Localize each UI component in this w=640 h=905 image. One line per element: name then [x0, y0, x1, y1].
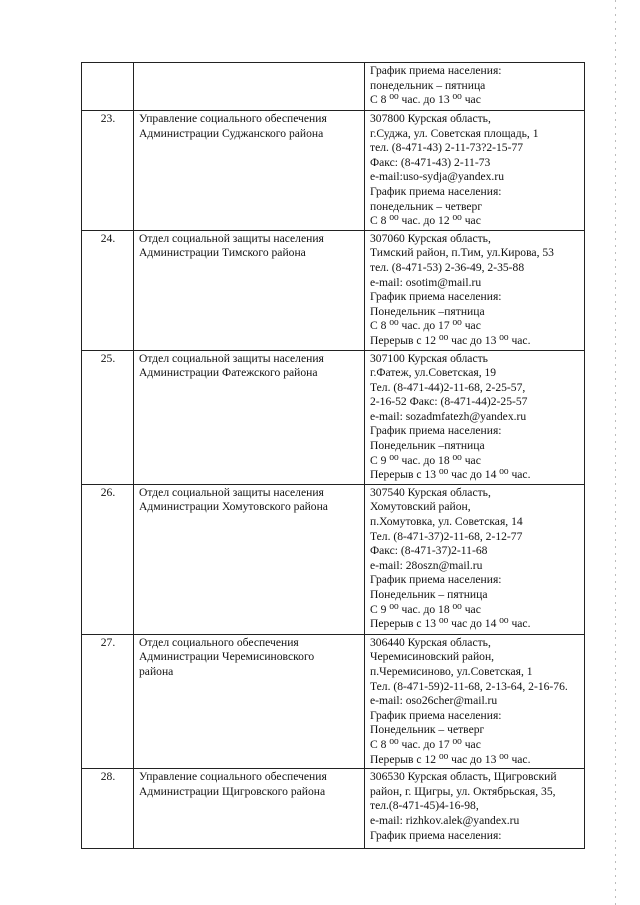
contact-info-line: тел.(8-471-45)4-16-98, — [370, 799, 479, 813]
row-number: 27. — [82, 634, 134, 768]
agency-name-cell — [134, 350, 365, 484]
contact-info-line: График приема населения: — [370, 828, 502, 842]
contact-info-line: С 9 ⁰⁰ час. до 18 ⁰⁰ час — [370, 453, 481, 467]
agency-name-line: Отдел социальной защиты населения — [139, 231, 324, 245]
contact-info-cell — [365, 769, 585, 849]
agency-name-line: Отдел социальной защиты населения — [139, 351, 324, 365]
contact-info-line: Черемисиновский район, — [370, 650, 495, 664]
contact-info-line: 307540 Курская область, — [370, 485, 491, 499]
contact-info-line: Перерыв с 13 ⁰⁰ час до 14 ⁰⁰ час. — [370, 468, 531, 482]
contact-info-line: С 8 ⁰⁰ час. до 12 ⁰⁰ час — [370, 214, 481, 228]
table-body — [82, 63, 585, 849]
contact-info-line: С 8 ⁰⁰ час. до 13 ⁰⁰ час — [370, 93, 481, 107]
contact-info-line: График приема населения: — [370, 290, 502, 304]
contact-info-line: Факс: (8-471-43) 2-11-73 — [370, 155, 491, 169]
table-row — [82, 350, 585, 484]
contact-info-line: 306530 Курская область, Щигровский — [370, 770, 557, 784]
row-number: 25. — [82, 350, 134, 484]
contact-info-line: С 9 ⁰⁰ час. до 18 ⁰⁰ час — [370, 602, 481, 616]
contact-info-line: График приема населения: — [370, 184, 502, 198]
contact-info-cell — [365, 350, 585, 484]
contact-info-line: e-mail: osotim@mail.ru — [370, 275, 482, 289]
agency-name-cell — [134, 634, 365, 768]
contact-info-line: Тимский район, п.Тим, ул.Кирова, 53 — [370, 246, 554, 260]
agency-name-line: района — [139, 665, 174, 679]
contact-info-line: г.Суджа, ул. Советская площадь, 1 — [370, 126, 539, 140]
contact-info-line: 306440 Курская область, — [370, 635, 491, 649]
page-edge-rule — [615, 0, 616, 905]
agency-name-line: Администрации Тимского района — [139, 246, 306, 260]
contact-info-line: Перерыв с 13 ⁰⁰ час до 14 ⁰⁰ час. — [370, 617, 531, 631]
agency-name-line: Управление социального обеспечения — [139, 770, 327, 784]
contact-info-line: 2-16-52 Факс: (8-471-44)2-25-57 — [370, 395, 528, 409]
contact-info-cell — [365, 63, 585, 111]
agency-name-cell — [134, 484, 365, 634]
contact-info-line: Понедельник – пятница — [370, 588, 488, 601]
contact-info-line: График приема населения: — [370, 424, 502, 438]
contact-info-line: Тел. (8-471-37)2-11-68, 2-12-77 — [370, 529, 523, 543]
contact-info-line: Тел. (8-471-59)2-11-68, 2-13-64, 2-16-76. — [370, 679, 568, 693]
contact-info-line: С 8 ⁰⁰ час. до 17 ⁰⁰ час — [370, 319, 481, 333]
contact-info-line: район, г. Щигры, ул. Октябрьская, 35, — [370, 784, 556, 798]
contact-info-line: Тел. (8-471-44)2-11-68, 2-25-57, — [370, 380, 526, 394]
row-number: 26. — [82, 484, 134, 634]
table-row — [82, 63, 585, 111]
agency-name-line: Администрации Хомутовского района — [139, 500, 328, 514]
agency-name-line: Администрации Суджанского района — [139, 126, 324, 140]
agency-name-line: Управление социального обеспечения — [139, 112, 327, 125]
agency-name-cell — [134, 230, 365, 350]
social-services-table — [81, 62, 585, 849]
contact-info-line: График приема населения: — [370, 64, 502, 77]
agency-name-line: Администрации Черемисиновского — [139, 650, 315, 664]
contact-info-cell — [365, 484, 585, 634]
contact-info-line: Хомутовский район, — [370, 500, 471, 514]
contact-info-line: График приема населения: — [370, 573, 502, 587]
row-number: 28. — [82, 769, 134, 849]
contact-info-line: п.Черемисиново, ул.Советская, 1 — [370, 665, 533, 679]
contact-info-line: e-mail: 28oszn@mail.ru — [370, 558, 483, 572]
table-row — [82, 230, 585, 350]
contact-info-cell — [365, 111, 585, 231]
contact-info-line: понедельник – четверг — [370, 199, 483, 213]
row-number: 24. — [82, 230, 134, 350]
contact-info-line: тел. (8-471-53) 2-36-49, 2-35-88 — [370, 260, 525, 274]
agency-name-cell — [134, 769, 365, 849]
row-number — [82, 63, 134, 111]
contact-info-line: Понедельник –пятница — [370, 439, 485, 453]
contact-info-line: 307060 Курская область, — [370, 231, 491, 245]
table-row — [82, 484, 585, 634]
contact-info-line: График приема населения: — [370, 708, 502, 722]
contact-info-cell — [365, 634, 585, 768]
contact-info-line: С 8 ⁰⁰ час. до 17 ⁰⁰ час — [370, 738, 481, 751]
contact-info-line: e-mail: sozadmfatezh@yandex.ru — [370, 409, 527, 423]
contact-info-line: 307100 Курская область — [370, 351, 488, 365]
agency-name-line: Отдел социальной защиты населения — [139, 485, 324, 499]
contact-info-line: тел. (8-471-43) 2-11-73?2-15-77 — [370, 141, 524, 155]
table-row — [82, 634, 585, 768]
contact-info-line: Понедельник – четверг — [370, 723, 485, 737]
contact-info-line: понедельник – пятница — [370, 78, 486, 92]
contact-info-cell — [365, 230, 585, 350]
agency-name-cell — [134, 63, 365, 111]
table-row — [82, 111, 585, 231]
row-number: 23. — [82, 111, 134, 231]
contact-info-line: г.Фатеж, ул.Советская, 19 — [370, 366, 497, 380]
agency-name-line: Администрации Фатежского района — [139, 366, 318, 380]
contact-info-line: e-mail: rizhkov.alek@yandex.ru — [370, 813, 520, 827]
contact-info-line: e-mail: oso26cher@mail.ru — [370, 694, 498, 708]
contact-info-line: e-mail:uso-sydja@yandex.ru — [370, 170, 504, 184]
contact-info-line: п.Хомутовка, ул. Советская, 14 — [370, 515, 523, 529]
agency-name-line: Администрации Щигровского района — [139, 784, 326, 798]
contact-info-line: Понедельник –пятница — [370, 304, 485, 318]
contact-info-line: Перерыв с 12 ⁰⁰ час до 13 ⁰⁰ час. — [370, 333, 531, 347]
agency-name-line: Отдел социального обеспечения — [139, 635, 299, 649]
contact-info-line: Перерыв с 12 ⁰⁰ час до 13 ⁰⁰ час. — [370, 752, 531, 766]
contact-info-line: Факс: (8-471-37)2-11-68 — [370, 544, 488, 558]
table-row — [82, 769, 585, 849]
contact-info-line: 307800 Курская область, — [370, 112, 491, 125]
agency-name-cell — [134, 111, 365, 231]
